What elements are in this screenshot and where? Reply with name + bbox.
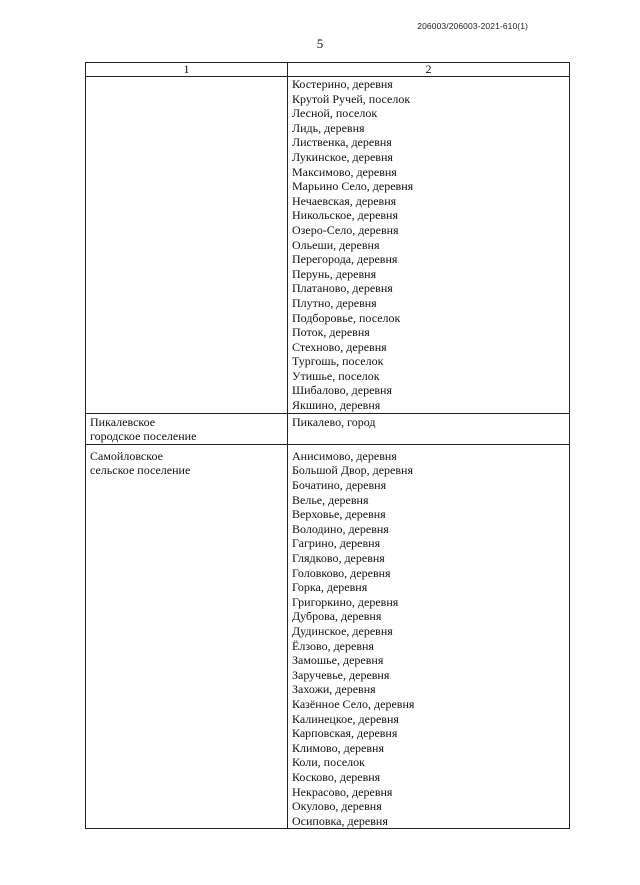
settlement-item: Захожи, деревня: [292, 682, 376, 697]
settlement-item: Некрасово, деревня: [292, 784, 393, 799]
settlement-item: Велье, деревня: [292, 492, 369, 507]
settlements-cell: [288, 77, 570, 414]
settlement-item: Плутно, деревня: [292, 295, 377, 310]
settlement-item: Лидь, деревня: [292, 120, 365, 135]
settlement-item: Лукинское, деревня: [292, 149, 393, 164]
settlement-item: Осиповка, деревня: [292, 813, 388, 828]
settlement-item: Марьино Село, деревня: [292, 179, 414, 194]
district-cell: [86, 77, 288, 414]
settlement-item: Коли, поселок: [292, 755, 365, 770]
settlements-cell: [288, 444, 570, 828]
table-row: [86, 444, 570, 828]
table-body: [86, 77, 570, 829]
settlement-item: Головково, деревня: [292, 565, 391, 580]
settlement-item: Ольеши, деревня: [292, 237, 380, 252]
district-name: Самойловское сельское поселение: [90, 448, 191, 478]
settlement-list: [292, 77, 565, 413]
district-name: [90, 77, 283, 78]
settlement-item: Никольское, деревня: [292, 208, 398, 223]
settlement-item: Гагрино, деревня: [292, 536, 381, 551]
settlement-item: Карповская, деревня: [292, 726, 398, 741]
table-row: [86, 413, 570, 444]
settlement-item: Утишье, поселок: [292, 368, 380, 383]
settlement-item: Дуброва, деревня: [292, 609, 382, 624]
table-row: [86, 77, 570, 414]
settlement-item: Перегорода, деревня: [292, 252, 398, 267]
settlement-item: Костерино, деревня: [292, 77, 393, 91]
settlement-item: Дудинское, деревня: [292, 623, 393, 638]
settlement-item: Шибалово, деревня: [292, 383, 393, 398]
settlements-cell: [288, 413, 570, 444]
settlement-item: Климово, деревня: [292, 740, 384, 755]
settlement-item: Подборовье, поселок: [292, 310, 401, 325]
settlement-item: Максимово, деревня: [292, 164, 397, 179]
settlement-item: Володино, деревня: [292, 521, 389, 536]
settlement-item: Нечаевская, деревня: [292, 193, 397, 208]
settlement-item: Лесной, поселок: [292, 106, 378, 121]
settlement-item: Стехново, деревня: [292, 339, 387, 354]
settlement-item: Калинецкое, деревня: [292, 711, 399, 726]
settlement-list: [292, 414, 565, 430]
settlement-item: Лиственка, деревня: [292, 135, 392, 150]
district-cell: [86, 444, 288, 828]
table-header-row: [86, 63, 570, 77]
settlement-item: Анисимово, деревня: [292, 448, 397, 463]
settlement-item: Пикалево, город: [292, 414, 376, 429]
settlement-item: Григоркино, деревня: [292, 594, 399, 609]
district-name: Пикалевское городское поселение: [90, 414, 197, 444]
page-number: 5: [316, 36, 324, 51]
document-id: 206003/206003-2021-610(1): [417, 21, 528, 31]
settlement-item: Перунь, деревня: [292, 266, 377, 281]
settlement-item: Замошье, деревня: [292, 653, 384, 668]
settlement-item: Косково, деревня: [292, 769, 381, 784]
settlements-table: [85, 62, 570, 829]
settlement-item: Платаново, деревня: [292, 281, 393, 296]
settlement-item: Верховье, деревня: [292, 507, 386, 522]
settlement-item: Якшино, деревня: [292, 398, 381, 413]
settlement-item: Окулово, деревня: [292, 799, 382, 814]
district-cell: [86, 413, 288, 444]
column-header-2: 2: [288, 63, 570, 77]
column-header-1: 1: [86, 63, 288, 77]
settlement-item: Озеро-Село, деревня: [292, 222, 399, 237]
settlement-item: Большой Двор, деревня: [292, 463, 413, 478]
settlement-item: Заручевье, деревня: [292, 667, 390, 682]
settlement-item: Казённое Село, деревня: [292, 696, 415, 711]
settlement-item: Глядково, деревня: [292, 551, 385, 565]
settlement-item: Крутой Ручей, поселок: [292, 91, 411, 106]
settlement-item: Бочатино, деревня: [292, 478, 387, 493]
settlement-item: Горка, деревня: [292, 580, 368, 595]
settlement-item: Ёлзово, деревня: [292, 638, 374, 653]
settlement-item: Поток, деревня: [292, 325, 370, 340]
settlement-list: [292, 445, 565, 828]
settlement-item: Тургошь, поселок: [292, 354, 384, 369]
